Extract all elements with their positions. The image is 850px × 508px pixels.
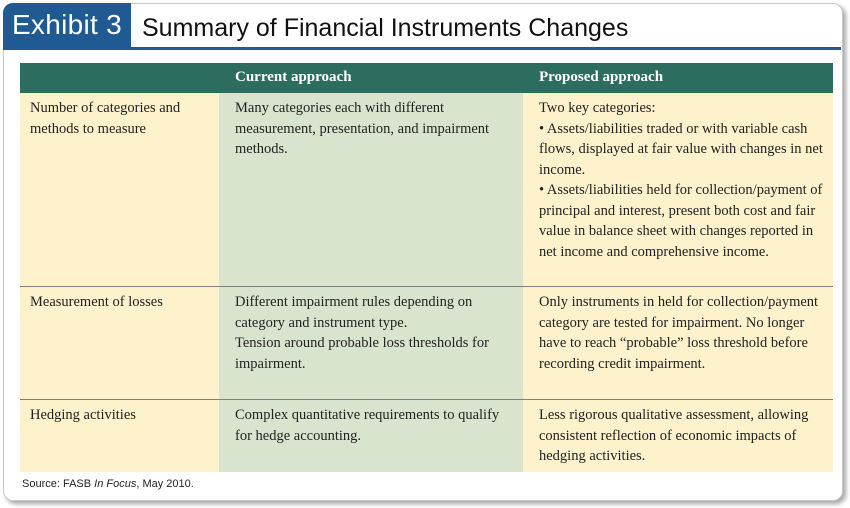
current-line: Different impairment rules depending on category and instrument type. xyxy=(235,294,473,331)
row-label: Hedging activities xyxy=(20,400,219,472)
current-approach-cell xyxy=(219,287,523,399)
table-header-row xyxy=(20,63,833,93)
source-note xyxy=(22,478,194,490)
exhibit-label: Exhibit 3 xyxy=(3,3,131,47)
source-suffix: , May 2010. xyxy=(136,478,194,490)
table-row xyxy=(20,287,833,400)
current-approach-cell: Complex quantitative requirements to qualify for hedge accounting. xyxy=(219,400,523,472)
title-divider xyxy=(3,47,841,50)
proposed-approach-cell: Less rigorous qualitative assessment, allowing consistent reflection of economic impacts of hedging activities. xyxy=(523,400,833,472)
current-line: Tension around probable loss thresholds for impairment. xyxy=(235,335,489,372)
source-prefix: Source: FASB xyxy=(22,478,95,490)
proposed-approach-cell xyxy=(523,93,833,286)
current-approach-cell: Many categories each with different measurement, presentation, and impairment methods. xyxy=(219,93,523,286)
header-cell-proposed: Proposed approach xyxy=(539,69,664,85)
row-label: Number of categories and methods to measure xyxy=(20,93,219,286)
table-row xyxy=(20,93,833,287)
proposed-bullet: • Assets/liabilities traded or with variable cash flows, displayed at fair value with changes in net income. xyxy=(539,120,823,178)
proposed-intro: Two key categories: xyxy=(539,100,656,116)
header-cell-current: Current approach xyxy=(235,69,352,85)
proposed-bullet: • Assets/liabilities held for collection/payment of principal and interest, present both cost and fair value in balance sheet with changes reported in net income and comprehensive income. xyxy=(539,182,823,260)
row-label: Measurement of losses xyxy=(20,287,219,399)
header-cell-topic xyxy=(20,63,219,92)
exhibit-title: Summary of Financial Instruments Changes xyxy=(142,14,629,42)
table-row xyxy=(20,400,833,472)
comparison-table xyxy=(20,63,833,472)
proposed-approach-cell: Only instruments in held for collection/payment category are tested for impairment. No longer have to reach “probable” loss threshold before recording credit impairment. xyxy=(523,287,833,399)
source-publication: In Focus xyxy=(94,478,137,490)
